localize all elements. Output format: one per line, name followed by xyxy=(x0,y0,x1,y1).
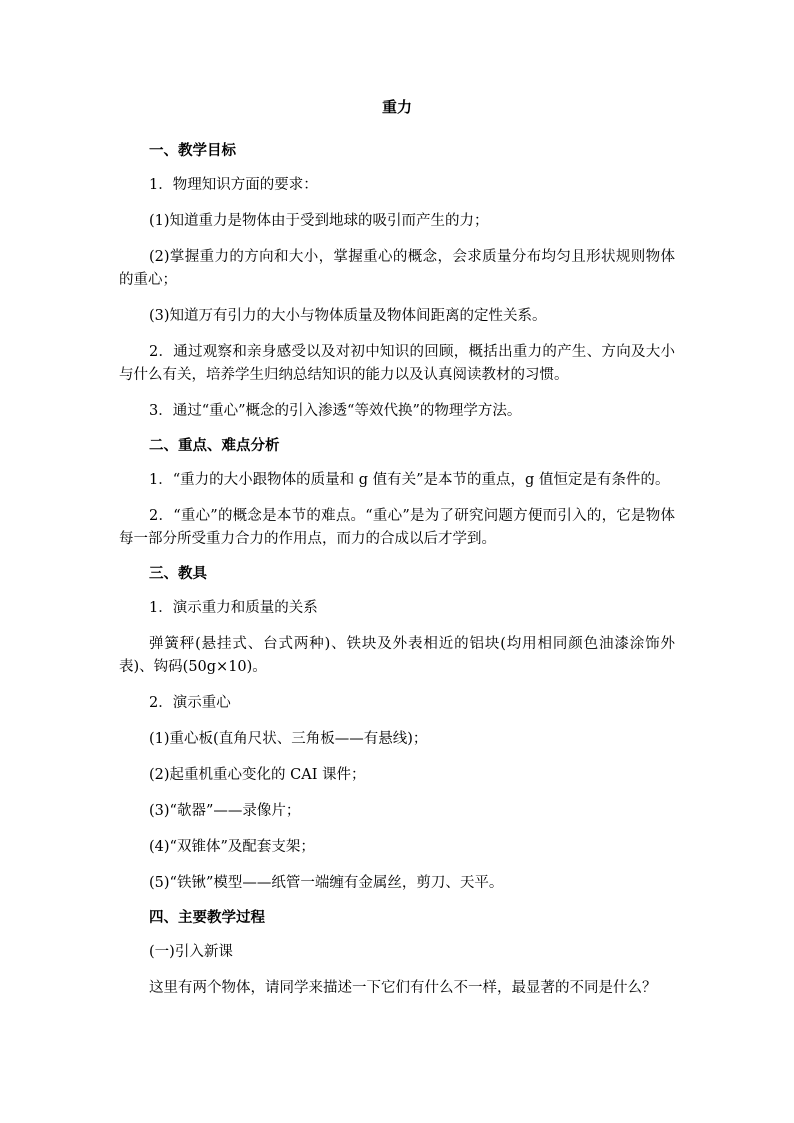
section-teaching-goals xyxy=(119,141,675,423)
paragraph: (一)引入新课 xyxy=(149,944,233,960)
paragraph: 1．演示重力和质量的关系 xyxy=(149,600,318,616)
paragraph: 2．演示重心 xyxy=(149,695,231,711)
section-heading: 三、教具 xyxy=(149,565,207,582)
paragraph: 2．“重心”的概念是本节的难点。“重心”是为了研究问题方便而引入的，它是物体每一部分所受重力合力的作用点，而力的合成以后才学到。 xyxy=(119,508,675,547)
paragraph: 1．物理知识方面的要求： xyxy=(149,177,318,193)
paragraph: (1)重心板(直角尺状、三角板——有悬线)； xyxy=(149,731,428,747)
section-heading: 一、教学目标 xyxy=(149,142,236,159)
paragraph: 弹簧秤(悬挂式、台式两种)、铁块及外表相近的铝块(均用相同颜色油漆涂饰外表)、钩码(50g×10)。 xyxy=(119,636,675,675)
section-heading: 二、重点、难点分析 xyxy=(149,437,280,454)
paragraph: 2．通过观察和亲身感受以及对初中知识的回顾，概括出重力的产生、方向及大小与什么有关，培养学生归纳总结知识的能力以及认真阅读教材的习惯。 xyxy=(119,344,675,383)
paragraph: (1)知道重力是物体由于受到地球的吸引而产生的力； xyxy=(149,213,489,229)
section-teaching-aids xyxy=(119,564,675,895)
paragraph: (3)知道万有引力的大小与物体质量及物体间距离的定性关系。 xyxy=(149,308,547,324)
paragraph: 这里有两个物体，请同学来描述一下它们有什么不一样，最显著的不同是什么？ xyxy=(149,980,657,996)
paragraph: (2)起重机重心变化的 CAI 课件； xyxy=(149,767,366,783)
paragraph: 1．“重力的大小跟物体的质量和 g 值有关”是本节的重点，g 值恒定是有条件的。 xyxy=(149,472,670,488)
paragraph: (3)“欹器”——录像片； xyxy=(149,803,301,819)
section-key-points xyxy=(119,436,675,551)
document-title: 重力 xyxy=(381,98,412,116)
paragraph: 3．通过“重心”概念的引入渗透“等效代换”的物理学方法。 xyxy=(149,403,522,419)
section-heading: 四、主要教学过程 xyxy=(149,909,265,926)
section-teaching-process xyxy=(119,908,675,1000)
document-page xyxy=(119,96,675,1013)
paragraph: (4)“双锥体”及配套支架； xyxy=(149,839,315,855)
paragraph: (2)掌握重力的方向和大小，掌握重心的概念，会求质量分布均匀且形状规则物体的重心； xyxy=(119,249,675,288)
paragraph: (5)“铁锹”模型——纸管一端缠有金属丝，剪刀、天平。 xyxy=(149,875,504,891)
